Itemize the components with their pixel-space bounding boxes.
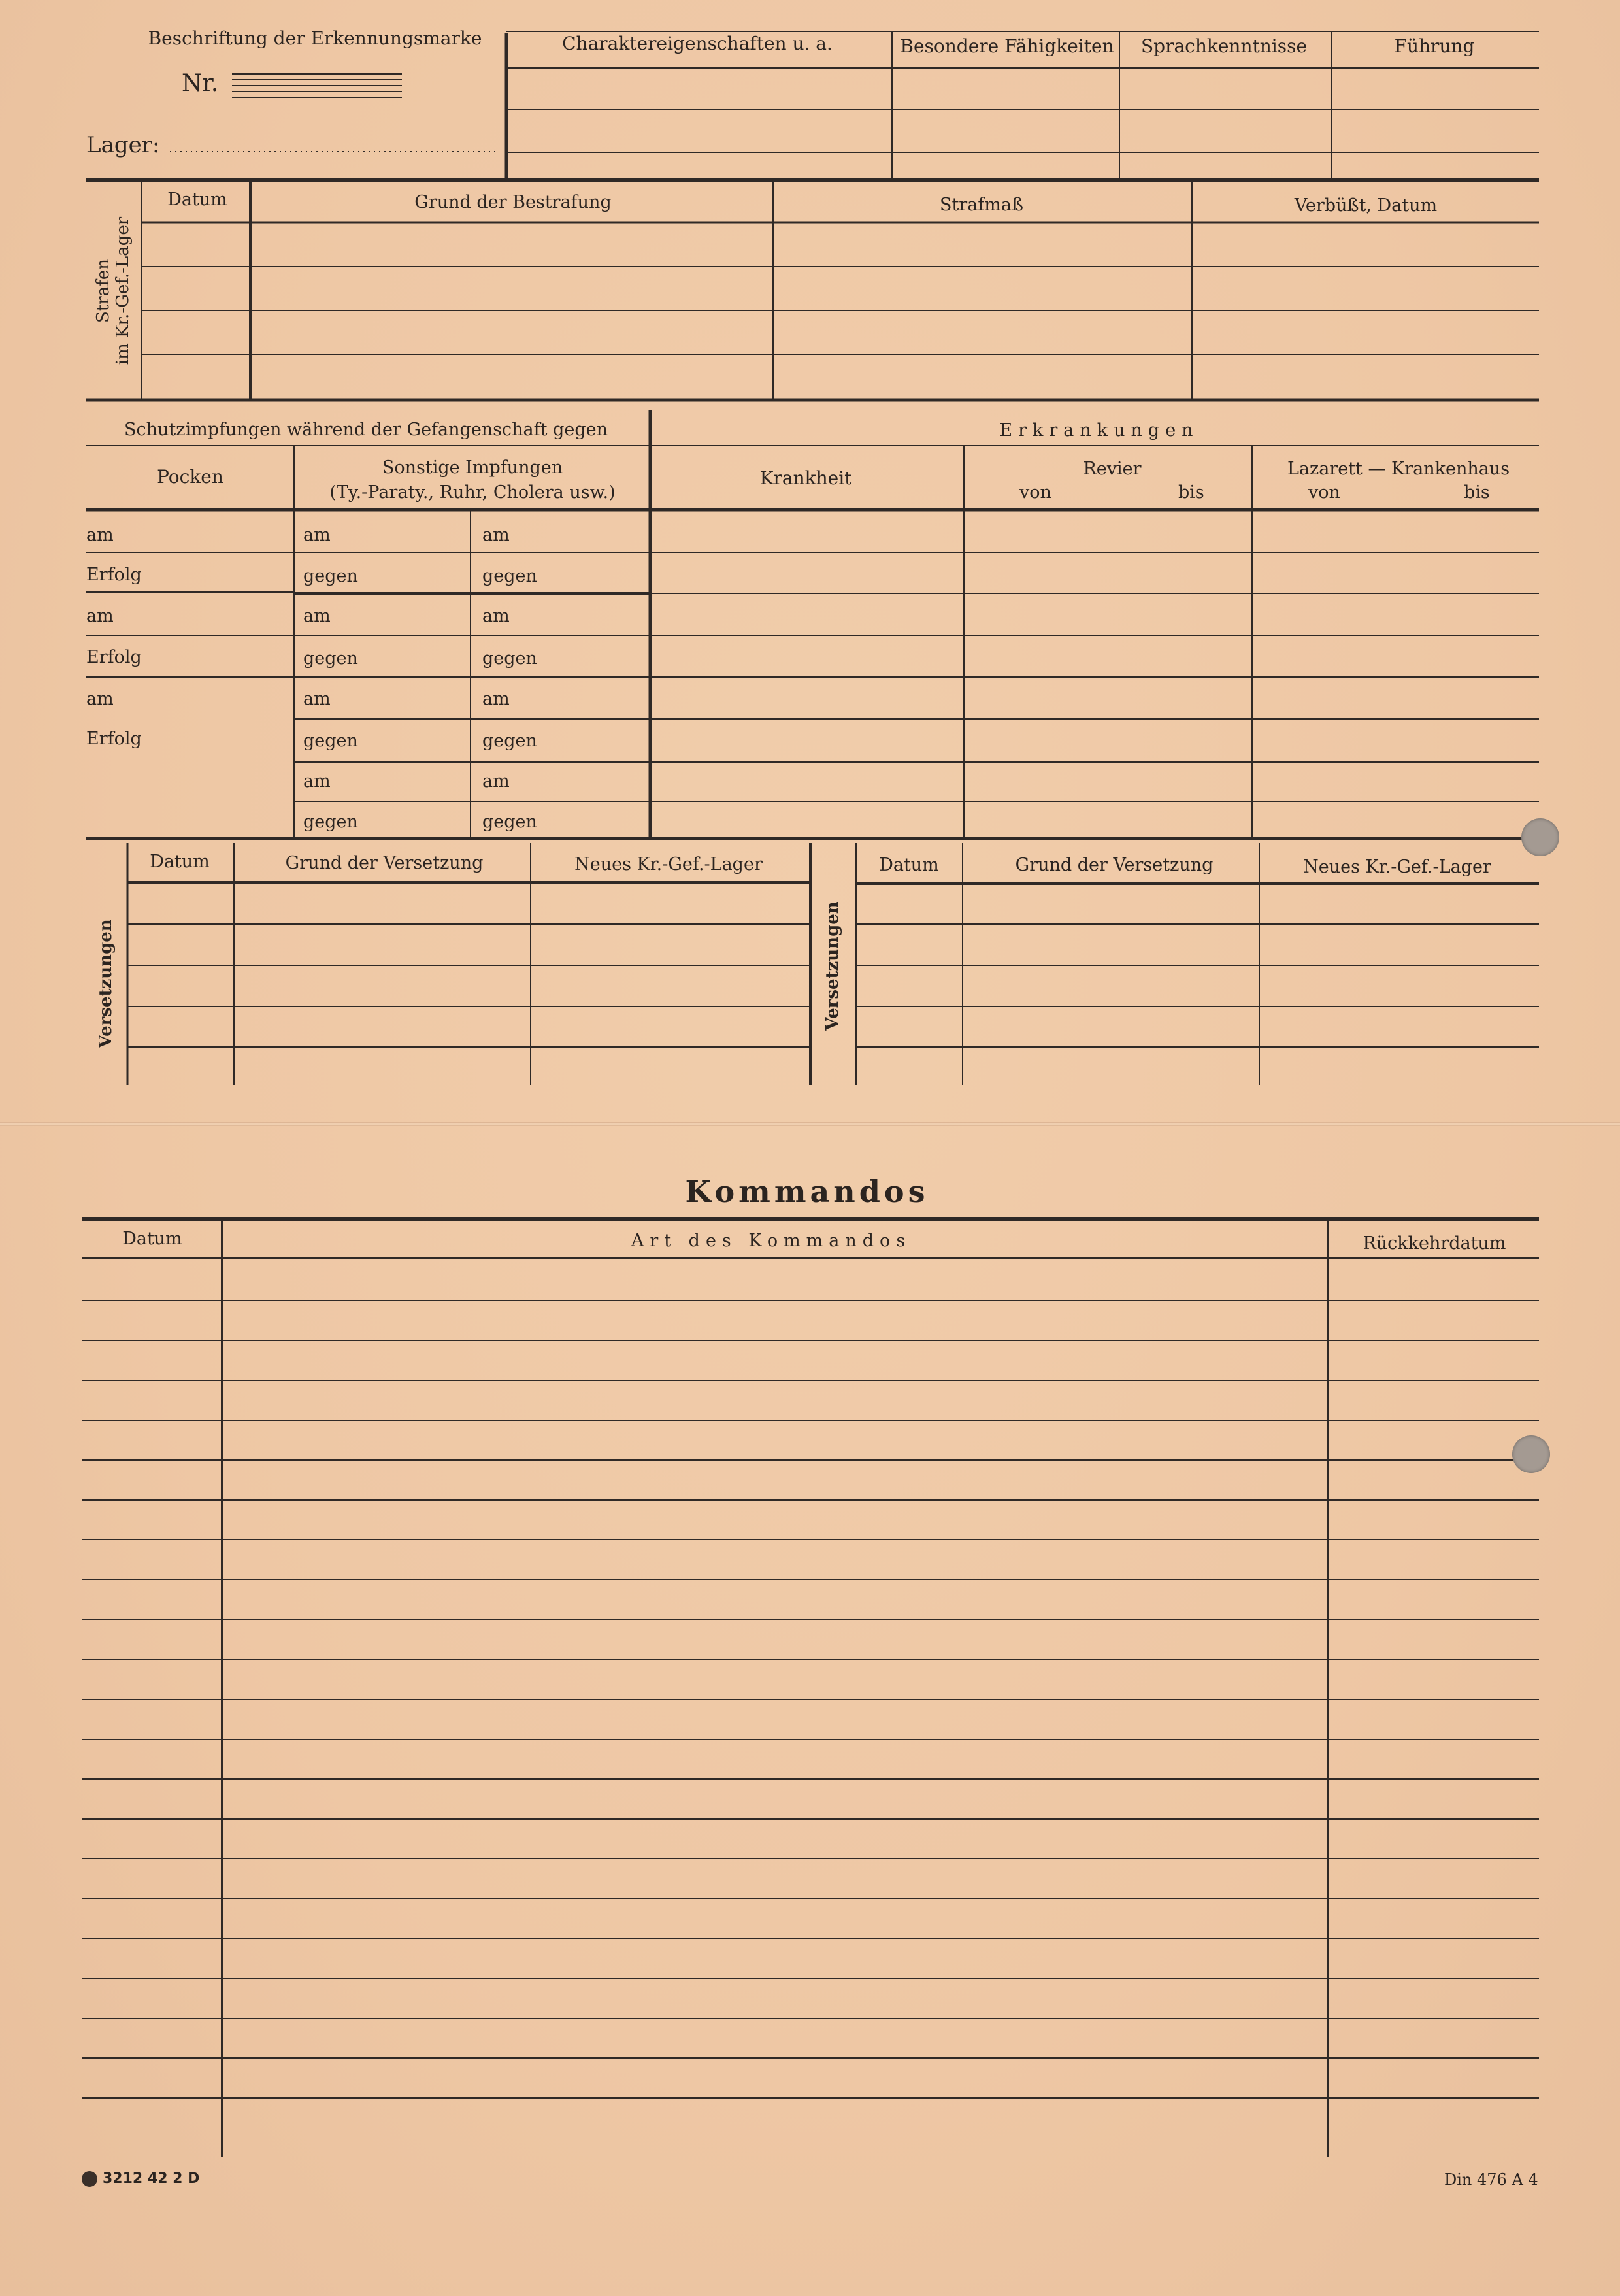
vers-left-col-grund: Grund der Versetzung: [285, 853, 484, 873]
sonst-gegen-2b: gegen: [482, 648, 537, 669]
col-charakter: Charaktereigenschaften u. a.: [562, 33, 833, 54]
sonst-gegen-3b: gegen: [482, 731, 537, 751]
strafen-col-grund: Grund der Bestrafung: [414, 192, 612, 212]
sonst-gegen-3a: gegen: [303, 731, 358, 751]
revier-bis: bis: [1178, 482, 1204, 503]
lazarett-von: von: [1308, 482, 1340, 503]
sonst-gegen-1a: gegen: [303, 566, 358, 586]
revier-header: Revier: [1083, 459, 1142, 479]
versetzungen-side-label-right: Versetzungen: [823, 901, 843, 1031]
sonst-am-4b: am: [482, 771, 510, 791]
fold-crease: [0, 1122, 1620, 1126]
kommandos-col-datum: Datum: [122, 1229, 182, 1249]
sonst-am-1a: am: [303, 525, 331, 545]
strafen-side-label: Strafen im Kr.-Gef.-Lager: [93, 216, 133, 365]
pocken-am-3: am: [86, 689, 114, 709]
vers-left-col-datum: Datum: [150, 852, 210, 872]
sonst-gegen-4b: gegen: [482, 812, 537, 832]
pocken-erfolg-3: Erfolg: [86, 729, 142, 749]
sonst-am-1b: am: [482, 525, 510, 545]
revier-von: von: [1019, 482, 1051, 503]
sonst-gegen-4a: gegen: [303, 812, 358, 832]
strafen-col-strafmass: Strafmaß: [939, 195, 1024, 215]
kommandos-col-art: Art des Kommandos: [631, 1231, 912, 1251]
col-faehigkeiten: Besondere Fähigkeiten: [900, 35, 1114, 57]
sonst-gegen-1b: gegen: [482, 566, 537, 586]
punch-hole-lower: [1512, 1435, 1550, 1473]
pocken-erfolg-2: Erfolg: [86, 647, 142, 667]
lazarett-bis: bis: [1464, 482, 1490, 503]
versetzungen-side-label-left: Versetzungen: [96, 919, 116, 1048]
footer-code: 3212 42 2 D: [82, 2171, 199, 2187]
col-sprachkenntnisse: Sprachkenntnisse: [1140, 35, 1308, 57]
pocken-header: Pocken: [157, 466, 223, 488]
sonstige-header-2: (Ty.-Paraty., Ruhr, Cholera usw.): [329, 482, 616, 503]
kommandos-col-rueckkehr: Rückkehrdatum: [1363, 1233, 1506, 1254]
sonst-am-2b: am: [482, 606, 510, 626]
pocken-erfolg-1: Erfolg: [86, 565, 142, 585]
sonstige-header-1: Sonstige Impfungen: [382, 458, 563, 478]
footer-din: Din 476 A 4: [1444, 2171, 1538, 2189]
eagle-seal-icon: [82, 2171, 97, 2187]
pocken-am-2: am: [86, 606, 114, 626]
vers-right-col-grund: Grund der Versetzung: [1015, 855, 1214, 875]
col-fuehrung: Führung: [1394, 35, 1475, 57]
nr-label: Nr.: [182, 70, 219, 97]
vers-right-col-lager: Neues Kr.-Gef.-Lager: [1303, 857, 1491, 877]
sonst-gegen-2a: gegen: [303, 648, 358, 669]
lazarett-header: Lazarett — Krankenhaus: [1287, 459, 1510, 479]
punch-hole-upper: [1521, 818, 1559, 856]
sonst-am-3b: am: [482, 689, 510, 709]
marke-label: Beschriftung der Erkennungsmarke: [148, 27, 482, 49]
strafen-col-verbuesst: Verbüßt, Datum: [1294, 195, 1438, 216]
pocken-am-1: am: [86, 525, 114, 545]
erkrankungen-header: Erkrankungen: [999, 420, 1199, 441]
sonst-am-2a: am: [303, 606, 331, 626]
strafen-col-datum: Datum: [167, 190, 227, 210]
sonst-am-4a: am: [303, 771, 331, 791]
krankheit-header: Krankheit: [759, 467, 852, 489]
lager-label: Lager:: [86, 132, 160, 158]
impfungen-header: Schutzimpfungen während der Gefangenschaft gegen: [124, 420, 608, 440]
vers-left-col-lager: Neues Kr.-Gef.-Lager: [574, 854, 763, 874]
sonst-am-3a: am: [303, 689, 331, 709]
kommandos-title: Kommandos: [685, 1174, 929, 1209]
vers-right-col-datum: Datum: [879, 855, 939, 875]
